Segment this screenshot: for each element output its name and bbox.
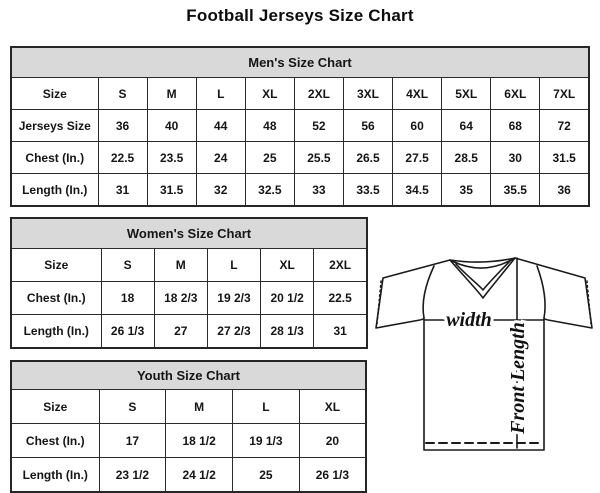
cell: 64 [442, 110, 491, 142]
row-label: Size [11, 249, 101, 282]
cell: 32 [196, 174, 245, 207]
cell: 44 [196, 110, 245, 142]
table-row [11, 142, 589, 174]
table-row [11, 458, 366, 493]
table-row [11, 110, 589, 142]
cell: M [154, 249, 207, 282]
youth-table-title: Youth Size Chart [11, 361, 366, 390]
cell: 40 [147, 110, 196, 142]
cell: 18 2/3 [154, 282, 207, 315]
cell: 2XL [314, 249, 367, 282]
cell: S [101, 249, 154, 282]
cell: 52 [294, 110, 343, 142]
cell: S [98, 78, 147, 110]
cell: 19 1/3 [233, 424, 300, 458]
cell: 25 [233, 458, 300, 493]
cell: XL [299, 390, 366, 424]
cell: 31.5 [147, 174, 196, 207]
table-row [11, 249, 367, 282]
cell: 19 2/3 [207, 282, 260, 315]
cell: 28 1/3 [261, 315, 314, 349]
width-label: width [446, 309, 492, 331]
cell: 17 [99, 424, 166, 458]
table-row [11, 390, 366, 424]
cell: 35.5 [491, 174, 540, 207]
cell: 56 [343, 110, 392, 142]
cell: 27.5 [393, 142, 442, 174]
mens-size-chart-table [10, 46, 590, 207]
table-row [11, 218, 367, 249]
cell: 6XL [491, 78, 540, 110]
cell: 34.5 [393, 174, 442, 207]
table-row [11, 174, 589, 207]
mens-table-title: Men's Size Chart [11, 47, 589, 78]
womens-table-title: Women's Size Chart [11, 218, 367, 249]
cell: 35 [442, 174, 491, 207]
cell: 18 1/2 [166, 424, 233, 458]
cell: 27 [154, 315, 207, 349]
womens-size-chart-table [10, 217, 368, 349]
table-row [11, 282, 367, 315]
jersey-outline [376, 258, 592, 450]
row-label: Chest (In.) [11, 282, 101, 315]
cell: 22.5 [314, 282, 367, 315]
cell: 32.5 [245, 174, 294, 207]
cell: 25.5 [294, 142, 343, 174]
cell: L [196, 78, 245, 110]
cell: 26 1/3 [101, 315, 154, 349]
cell: 60 [393, 110, 442, 142]
cell: 28.5 [442, 142, 491, 174]
cell: S [99, 390, 166, 424]
row-label: Chest (In.) [11, 142, 98, 174]
row-label: Length (In.) [11, 315, 101, 349]
cell: 22.5 [98, 142, 147, 174]
cell: 72 [540, 110, 589, 142]
cell: 3XL [343, 78, 392, 110]
cell: 23 1/2 [99, 458, 166, 493]
cell: 31 [98, 174, 147, 207]
cell: 24 1/2 [166, 458, 233, 493]
cell: 26 1/3 [299, 458, 366, 493]
cell: 7XL [540, 78, 589, 110]
page-title: Football Jerseys Size Chart [186, 6, 414, 25]
cell: 33.5 [343, 174, 392, 207]
cell: 27 2/3 [207, 315, 260, 349]
cell: 31 [314, 315, 367, 349]
row-label: Jerseys Size [11, 110, 98, 142]
youth-size-chart-table [10, 360, 367, 493]
row-label: Length (In.) [11, 174, 98, 207]
cell: L [207, 249, 260, 282]
cell: M [166, 390, 233, 424]
jersey-diagram [368, 212, 600, 490]
cell: 20 [299, 424, 366, 458]
cell: 24 [196, 142, 245, 174]
table-row [11, 47, 589, 78]
cell: 4XL [393, 78, 442, 110]
cell: 25 [245, 142, 294, 174]
cell: 36 [98, 110, 147, 142]
table-row [11, 361, 366, 390]
row-label: Chest (In.) [11, 424, 99, 458]
cell: 36 [540, 174, 589, 207]
cell: 20 1/2 [261, 282, 314, 315]
cell: XL [261, 249, 314, 282]
cell: 23.5 [147, 142, 196, 174]
cell: 30 [491, 142, 540, 174]
table-row [11, 424, 366, 458]
row-label: Size [11, 78, 98, 110]
cell: 18 [101, 282, 154, 315]
table-row [11, 78, 589, 110]
cell: L [233, 390, 300, 424]
cell: M [147, 78, 196, 110]
cell: 2XL [294, 78, 343, 110]
cell: 26.5 [343, 142, 392, 174]
row-label: Length (In.) [11, 458, 99, 493]
cell: 5XL [442, 78, 491, 110]
cell: 48 [245, 110, 294, 142]
cell: 68 [491, 110, 540, 142]
cell: 31.5 [540, 142, 589, 174]
front-length-label: Front Length [507, 322, 529, 434]
table-row [11, 315, 367, 349]
cell: XL [245, 78, 294, 110]
cell: 33 [294, 174, 343, 207]
row-label: Size [11, 390, 99, 424]
